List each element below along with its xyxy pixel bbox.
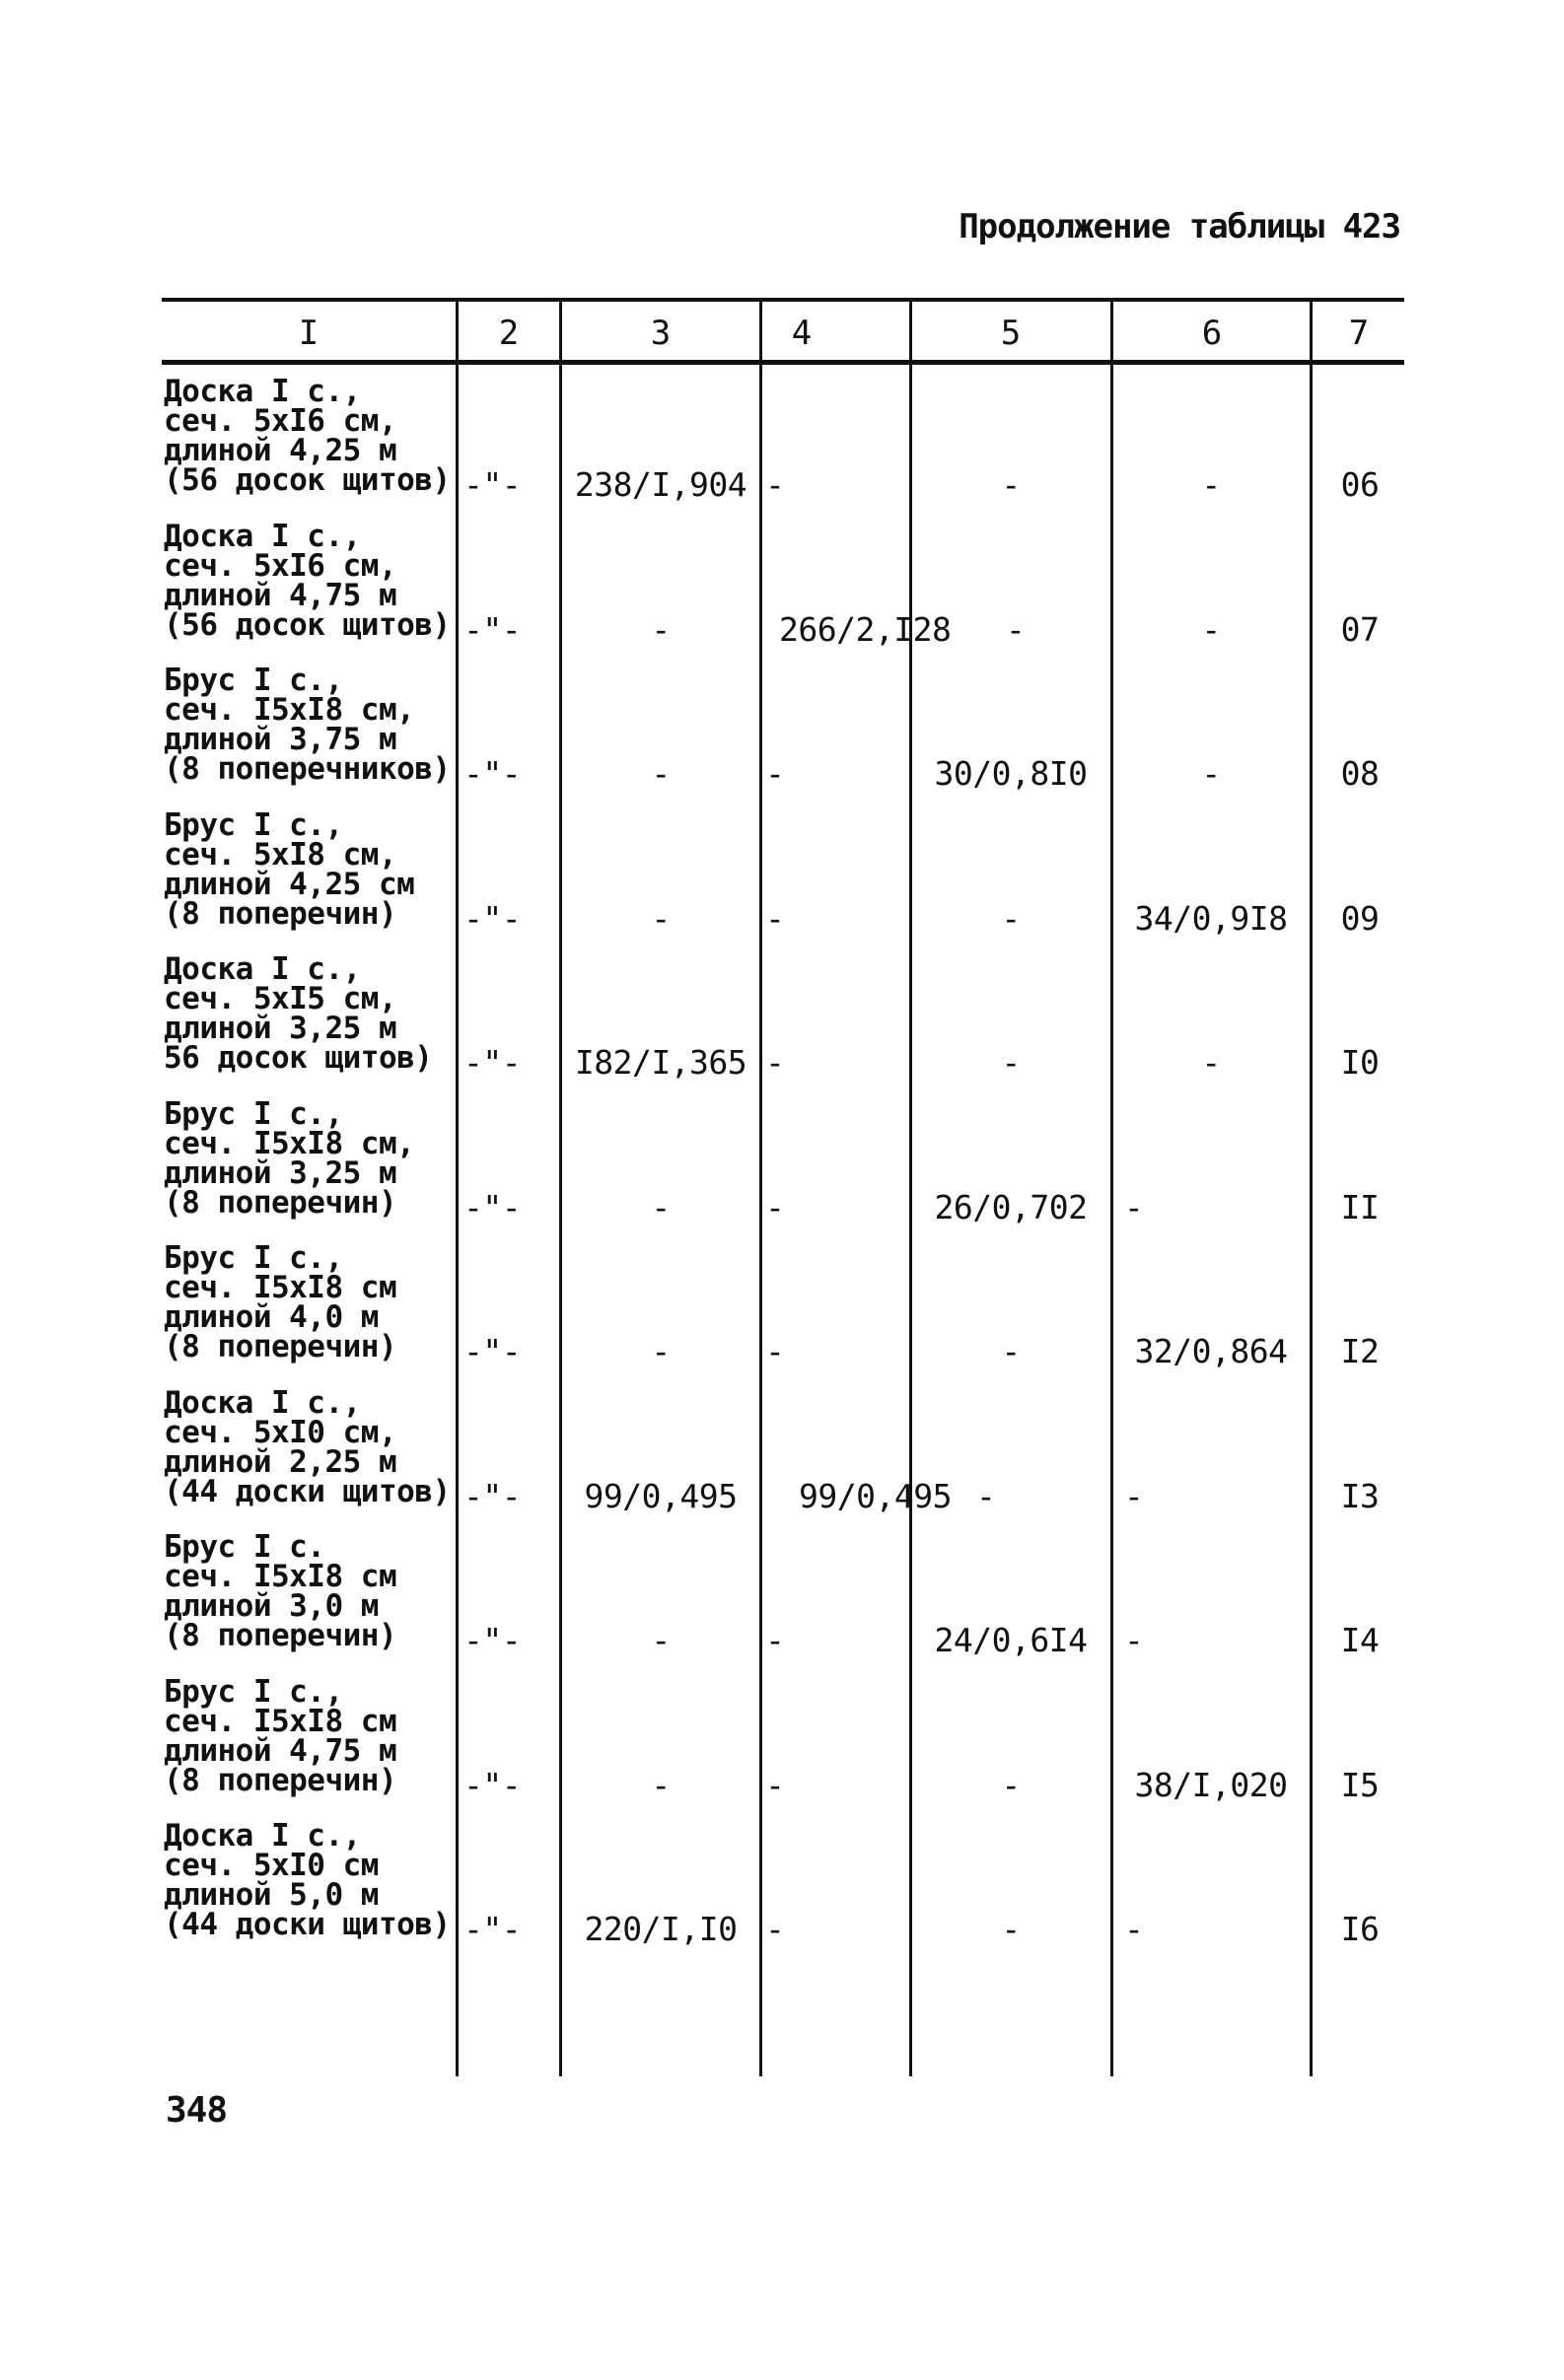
table-cell-c5: 26/0,702 [934,1187,1088,1226]
table-cell-c3: - [651,609,671,649]
table-cell-c5: - [1001,1765,1021,1804]
table-cell-c5: - [976,1476,996,1515]
table-cell-c2: -"- [463,1621,522,1659]
description-line: Брус I с., [164,1095,343,1132]
row-description [164,1384,479,1509]
description-line: (8 поперечин) [164,1184,397,1221]
description-line: длиной 4,75 м [164,1732,397,1769]
description-line: Брус I с., [164,1240,343,1276]
column-divider [559,302,562,2076]
description-line: длиной 3,25 м [164,1155,397,1191]
table-cell-c2: -"- [463,609,522,649]
table-cell-c6: - [1124,1910,1144,1948]
table-cell-c7: I2 [1340,1332,1380,1370]
column-divider [909,302,912,2076]
description-line: (8 поперечин) [164,895,397,932]
description-line: длиной 4,25 см [164,866,415,902]
description-line: (56 досок щитов) [164,462,451,498]
table-cell-c3: 220/I,I0 [584,1910,738,1948]
row-description [164,806,479,932]
description-line: сеч. 5хI8 см, [164,836,397,873]
description-line: (44 доски щитов) [164,1907,451,1942]
table-cell-c4: - [765,1765,785,1804]
description-line: сеч. I5хI8 см, [164,692,415,728]
table-cell-c7: 08 [1340,754,1380,793]
table-cell-c6: 38/I,020 [1134,1765,1288,1804]
table-cell-c2: -"- [463,1187,522,1226]
column-divider [759,302,762,2076]
table-cell-c6: 32/0,864 [1134,1332,1288,1370]
description-line: длиной 4,0 м [164,1299,379,1335]
table-cell-c4: - [765,1332,785,1370]
table-cell-c4: 266/2,I28 [779,609,952,649]
table-cell-c3: 238/I,904 [574,465,747,504]
table-cell-c4: - [765,1621,785,1659]
page-number: 348 [166,2090,228,2131]
table-cell-c4: - [765,1187,785,1226]
table-cell-c4: 99/0,495 [799,1476,952,1515]
table-cell-c6: - [1201,754,1221,793]
table-cell-c4: - [765,1910,785,1948]
table-cell-c7: I5 [1340,1765,1380,1804]
column-header: 3 [650,314,672,353]
table-cell-c2: -"- [463,1332,522,1370]
description-line: сеч. I5хI8 см [164,1270,397,1305]
table-cell-c3: - [651,1187,671,1226]
description-line: сеч. I5хI8 см, [164,1125,415,1161]
description-line: Брус I с. [164,1529,325,1565]
table-cell-c3: - [651,898,671,938]
table-cell-c7: II [1340,1187,1380,1226]
description-line: Брус I с., [164,663,343,698]
table-cell-c2: -"- [463,898,522,938]
table-cell-c4: - [765,1043,785,1082]
row-description [164,518,479,643]
description-line: Доска I с., [164,1384,361,1421]
table-cell-c6: - [1201,1043,1221,1082]
row-description [164,1818,479,1942]
table-cell-c2: -"- [463,1765,522,1804]
description-line: длиной 2,25 м [164,1443,397,1480]
description-line: (56 досок щитов) [164,606,451,643]
table-cell-c7: I3 [1340,1476,1380,1515]
description-line: сеч. 5хI0 см, [164,1414,397,1450]
table-cell-c2: -"- [463,1043,522,1082]
table-cell-c7: I0 [1340,1043,1380,1082]
table-cell-c4: - [765,898,785,938]
column-header: 6 [1201,314,1223,353]
table-cell-c2: -"- [463,1910,522,1948]
description-line: длиной 3,25 м [164,1011,397,1046]
table-cell-c6: - [1201,609,1221,649]
description-line: (8 поперечин) [164,1618,397,1653]
description-line: (8 поперечин) [164,1329,397,1365]
row-description [164,1529,479,1653]
table-cell-c5: - [1001,1332,1021,1370]
table-cell-c2: -"- [463,1476,522,1515]
table-cell-c6: - [1124,1187,1144,1226]
description-line: Брус I с., [164,1673,343,1710]
column-header: 4 [791,314,813,353]
table-cell-c2: -"- [463,465,522,504]
table-cell-c6: - [1124,1476,1144,1515]
column-header: 7 [1348,314,1370,353]
table-cell-c5: 24/0,6I4 [934,1621,1088,1659]
description-line: (8 поперечин) [164,1762,397,1798]
description-line: длиной 3,0 м [164,1588,379,1624]
description-line: сеч. 5хI5 см, [164,981,397,1016]
column-divider [1310,302,1313,2076]
table-cell-c6: - [1201,465,1221,504]
description-line: Доска I с., [164,518,361,554]
description-line: (8 поперечников) [164,751,451,787]
description-line: сеч. I5хI8 см [164,1559,397,1594]
table-cell-c7: 07 [1340,609,1380,649]
table-cell-c5: - [1001,465,1021,504]
description-line: Доска I с., [164,1818,361,1854]
table-cell-c5: 30/0,8I0 [934,754,1088,793]
description-line: сеч. 5хI0 см [164,1848,379,1883]
table-cell-c5: - [1001,1043,1021,1082]
table-cell-c6: - [1124,1621,1144,1659]
description-line: сеч. I5хI8 см [164,1703,397,1739]
table-cell-c7: I4 [1340,1621,1380,1659]
row-description [164,1095,479,1221]
table-cell-c7: 09 [1340,898,1380,938]
description-line: Брус I с., [164,806,343,843]
table-cell-c3: - [651,754,671,793]
table-cell-c6: 34/0,9I8 [1134,898,1288,938]
table-cell-c5: - [1006,609,1026,649]
row-description [164,1673,479,1798]
table-cell-c7: 06 [1340,465,1380,504]
description-line: Доска I с., [164,951,361,987]
column-divider [1110,302,1113,2076]
table-cell-c3: - [651,1621,671,1659]
row-description [164,663,479,787]
row-description [164,1240,479,1365]
description-line: длиной 5,0 м [164,1877,379,1913]
description-line: (44 доски щитов) [164,1473,451,1509]
table-cell-c3: I82/I,365 [574,1043,747,1082]
table-cell-c3: - [651,1332,671,1370]
table-cell-c3: 99/0,495 [584,1476,738,1515]
table-header-rule [162,360,1404,365]
description-line: длиной 3,75 м [164,722,397,757]
column-header: 5 [1000,314,1022,353]
table-cell-c5: - [1001,1910,1021,1948]
description-line: сеч. 5хI6 см, [164,403,397,439]
description-line: сеч. 5хI6 см, [164,547,397,584]
table-top-rule [162,298,1404,302]
description-line: Доска I с., [164,374,361,409]
table-cell-c7: I6 [1340,1910,1380,1948]
table-cell-c4: - [765,754,785,793]
description-line: длиной 4,25 м [164,433,397,468]
column-header: I [298,314,320,353]
column-header: 2 [498,314,520,353]
table-caption: Продолжение таблицы 423 [959,207,1400,246]
description-line: 56 досок щитов) [164,1040,433,1076]
row-description [164,951,479,1076]
table-cell-c5: - [1001,898,1021,938]
description-line: длиной 4,75 м [164,577,397,613]
table-cell-c4: - [765,465,785,504]
table-cell-c2: -"- [463,754,522,793]
row-description [164,374,479,498]
table-cell-c3: - [651,1765,671,1804]
